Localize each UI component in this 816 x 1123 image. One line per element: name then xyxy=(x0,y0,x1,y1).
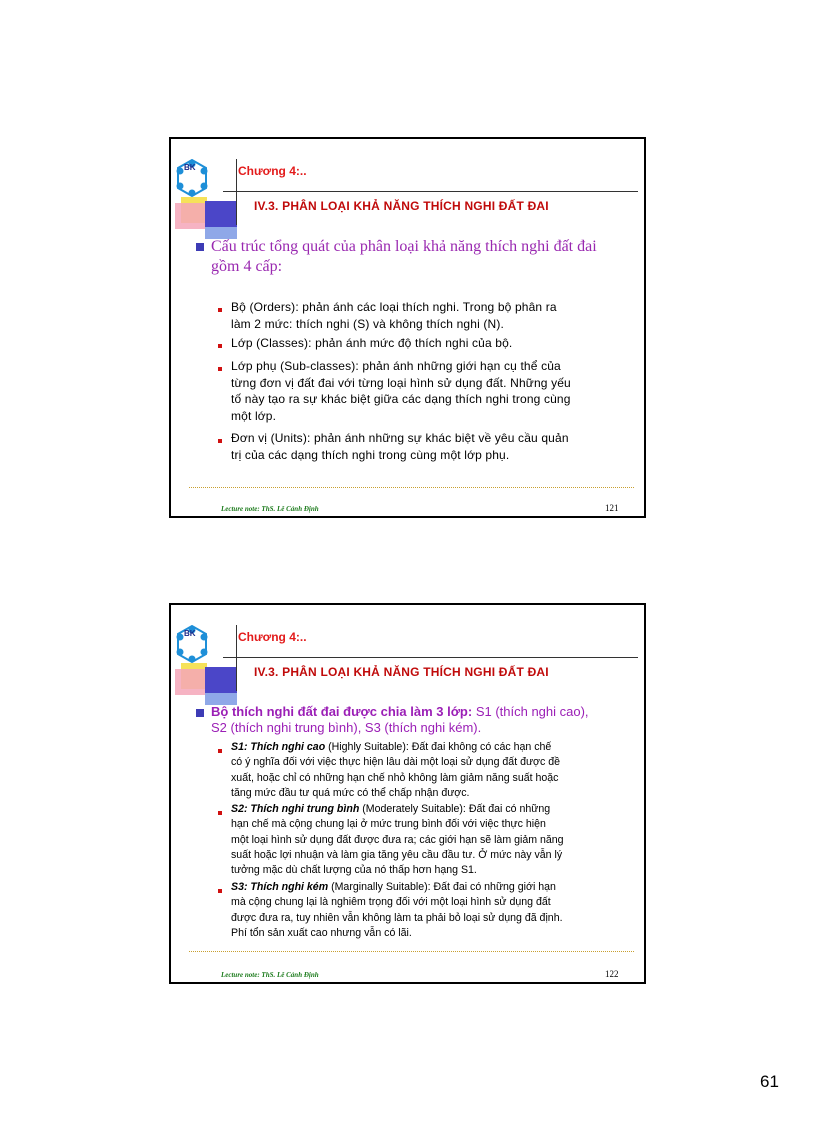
list-item-line: Đơn vị (Units): phản ánh những sự khác biệt về yêu cầu quản xyxy=(231,431,569,445)
chapter-title: Chương 4:.. xyxy=(238,630,307,644)
list-item-line: một loại hình sử dụng đất được đưa ra; các giới hạn sẽ làm giảm năng xyxy=(231,833,564,846)
list-item-line: mà cộng chung lại là nghiêm trọng đối với một loại hình sử dụng đất xyxy=(231,896,551,909)
sub-bullet-icon xyxy=(218,811,222,815)
list-item-line: tưởng mặc dù chất lượng của nó thấp hơn hạng S1. xyxy=(231,864,477,877)
list-item-line: được đưa ra, tuy nhiên vẫn không làm ta phải bỏ loại sử dụng đã định. xyxy=(231,911,563,924)
main-point-line: Cấu trúc tổng quát của phân loại khả năng thích nghi đất đai xyxy=(211,238,597,255)
slide-121 xyxy=(169,137,646,518)
main-bullet-icon xyxy=(196,243,204,251)
slide-number: 122 xyxy=(605,969,619,979)
header-horizontal-line xyxy=(223,657,638,658)
list-item-line: từng đơn vị đất đai với từng loại hình sử dụng đất. Những yếu xyxy=(231,375,571,390)
list-item xyxy=(231,802,631,878)
decor-square-blue xyxy=(205,201,237,229)
term-desc: (Moderately Suitable): Đất đai có những xyxy=(359,803,551,815)
list-item xyxy=(231,430,631,463)
term-desc: (Highly Suitable): Đất đai không có các hạn chế xyxy=(325,741,552,753)
list-item-line: tăng mức đầu tư quá mức có thể chấp nhận được. xyxy=(231,786,470,799)
main-point-rest: S1 (thích nghi cao), xyxy=(472,704,589,719)
list-item-line: xuất, hoặc chỉ có những hạn chế nhỏ không làm giảm năng suất hoặc xyxy=(231,771,559,784)
list-item xyxy=(231,880,631,941)
list-item-line: Bộ (Orders): phản ánh các loại thích nghi. Trong bộ phân ra xyxy=(231,300,557,314)
decor-square-pink xyxy=(175,203,205,229)
section-title: IV.3. PHÂN LOẠI KHẢ NĂNG THÍCH NGHI ĐẤT ĐAI xyxy=(254,665,549,679)
lecture-note: Lecture note: ThS. Lê Cảnh Định xyxy=(221,505,319,513)
list-item-line: trị của các dạng thích nghi trong cùng một lớp phụ. xyxy=(231,447,510,462)
list-item-line: hạn chế mà cộng chung lại ở mức trung bình đối với việc thực hiện xyxy=(231,818,546,831)
term-label: S2: Thích nghi trung bình xyxy=(231,803,360,815)
sub-bullet-icon xyxy=(218,889,222,893)
decor-square-pink xyxy=(175,669,205,695)
main-bullet-icon xyxy=(196,709,204,717)
slide-number: 121 xyxy=(605,503,619,513)
main-point xyxy=(211,237,641,277)
list-item-line xyxy=(231,880,631,895)
list-item xyxy=(231,335,631,352)
main-point-line xyxy=(211,704,641,720)
sub-bullet-icon xyxy=(218,367,222,371)
list-item xyxy=(231,740,631,801)
chapter-title: Chương 4:.. xyxy=(238,164,307,178)
page-number: 61 xyxy=(760,1072,779,1091)
slide-122 xyxy=(169,603,646,984)
main-point-line: S2 (thích nghi trung bình), S3 (thích nghi kém). xyxy=(211,720,482,735)
list-item xyxy=(231,299,631,332)
sub-bullet-icon xyxy=(218,344,222,348)
logo-text: BK xyxy=(184,629,196,638)
list-item-line xyxy=(231,740,631,755)
list-item xyxy=(231,358,631,424)
logo-text: BK xyxy=(184,163,196,172)
list-item-line: Phí tổn sản xuất cao nhưng vẫn có lãi. xyxy=(231,926,412,939)
list-item-line: có ý nghĩa đối với việc thực hiện lâu dài một loại sử dụng đất được đề xyxy=(231,756,561,769)
header-vertical-line xyxy=(236,625,237,691)
main-point xyxy=(211,704,641,736)
lecture-note: Lecture note: ThS. Lê Cảnh Định xyxy=(221,971,319,979)
list-item-line: làm 2 mức: thích nghi (S) và không thích nghi (N). xyxy=(231,316,504,331)
list-item-line: Lớp (Classes): phản ánh mức độ thích nghi của bộ. xyxy=(231,336,513,350)
list-item-line: Lớp phụ (Sub-classes): phản ánh những giới hạn cụ thể của xyxy=(231,359,561,373)
section-title: IV.3. PHÂN LOẠI KHẢ NĂNG THÍCH NGHI ĐẤT ĐAI xyxy=(254,199,549,213)
term-desc: (Marginally Suitable): Đất đai có những giới hạn xyxy=(328,881,556,893)
sub-bullet-icon xyxy=(218,308,222,312)
header-horizontal-line xyxy=(223,191,638,192)
list-item-line: tố này tạo ra sự khác biệt giữa các dạng thích nghi trong cùng xyxy=(231,392,571,407)
sub-bullet-icon xyxy=(218,749,222,753)
footer-divider xyxy=(189,951,634,952)
footer-divider xyxy=(189,487,634,488)
main-point-bold: Bộ thích nghi đất đai được chia làm 3 lớp: xyxy=(211,704,473,719)
main-point-line: gồm 4 cấp: xyxy=(211,258,283,275)
decor-square-blue xyxy=(205,667,237,695)
term-label: S3: Thích nghi kém xyxy=(231,881,329,893)
list-item-line xyxy=(231,802,631,817)
list-item-line: suất hoặc lợi nhuận và làm gia tăng yêu cầu đầu tư. Ở mức này vẫn lý xyxy=(231,848,563,861)
header-vertical-line xyxy=(236,159,237,225)
sub-bullet-icon xyxy=(218,439,222,443)
list-item-line: một lớp. xyxy=(231,408,277,423)
term-label: S1: Thích nghi cao xyxy=(231,741,326,753)
